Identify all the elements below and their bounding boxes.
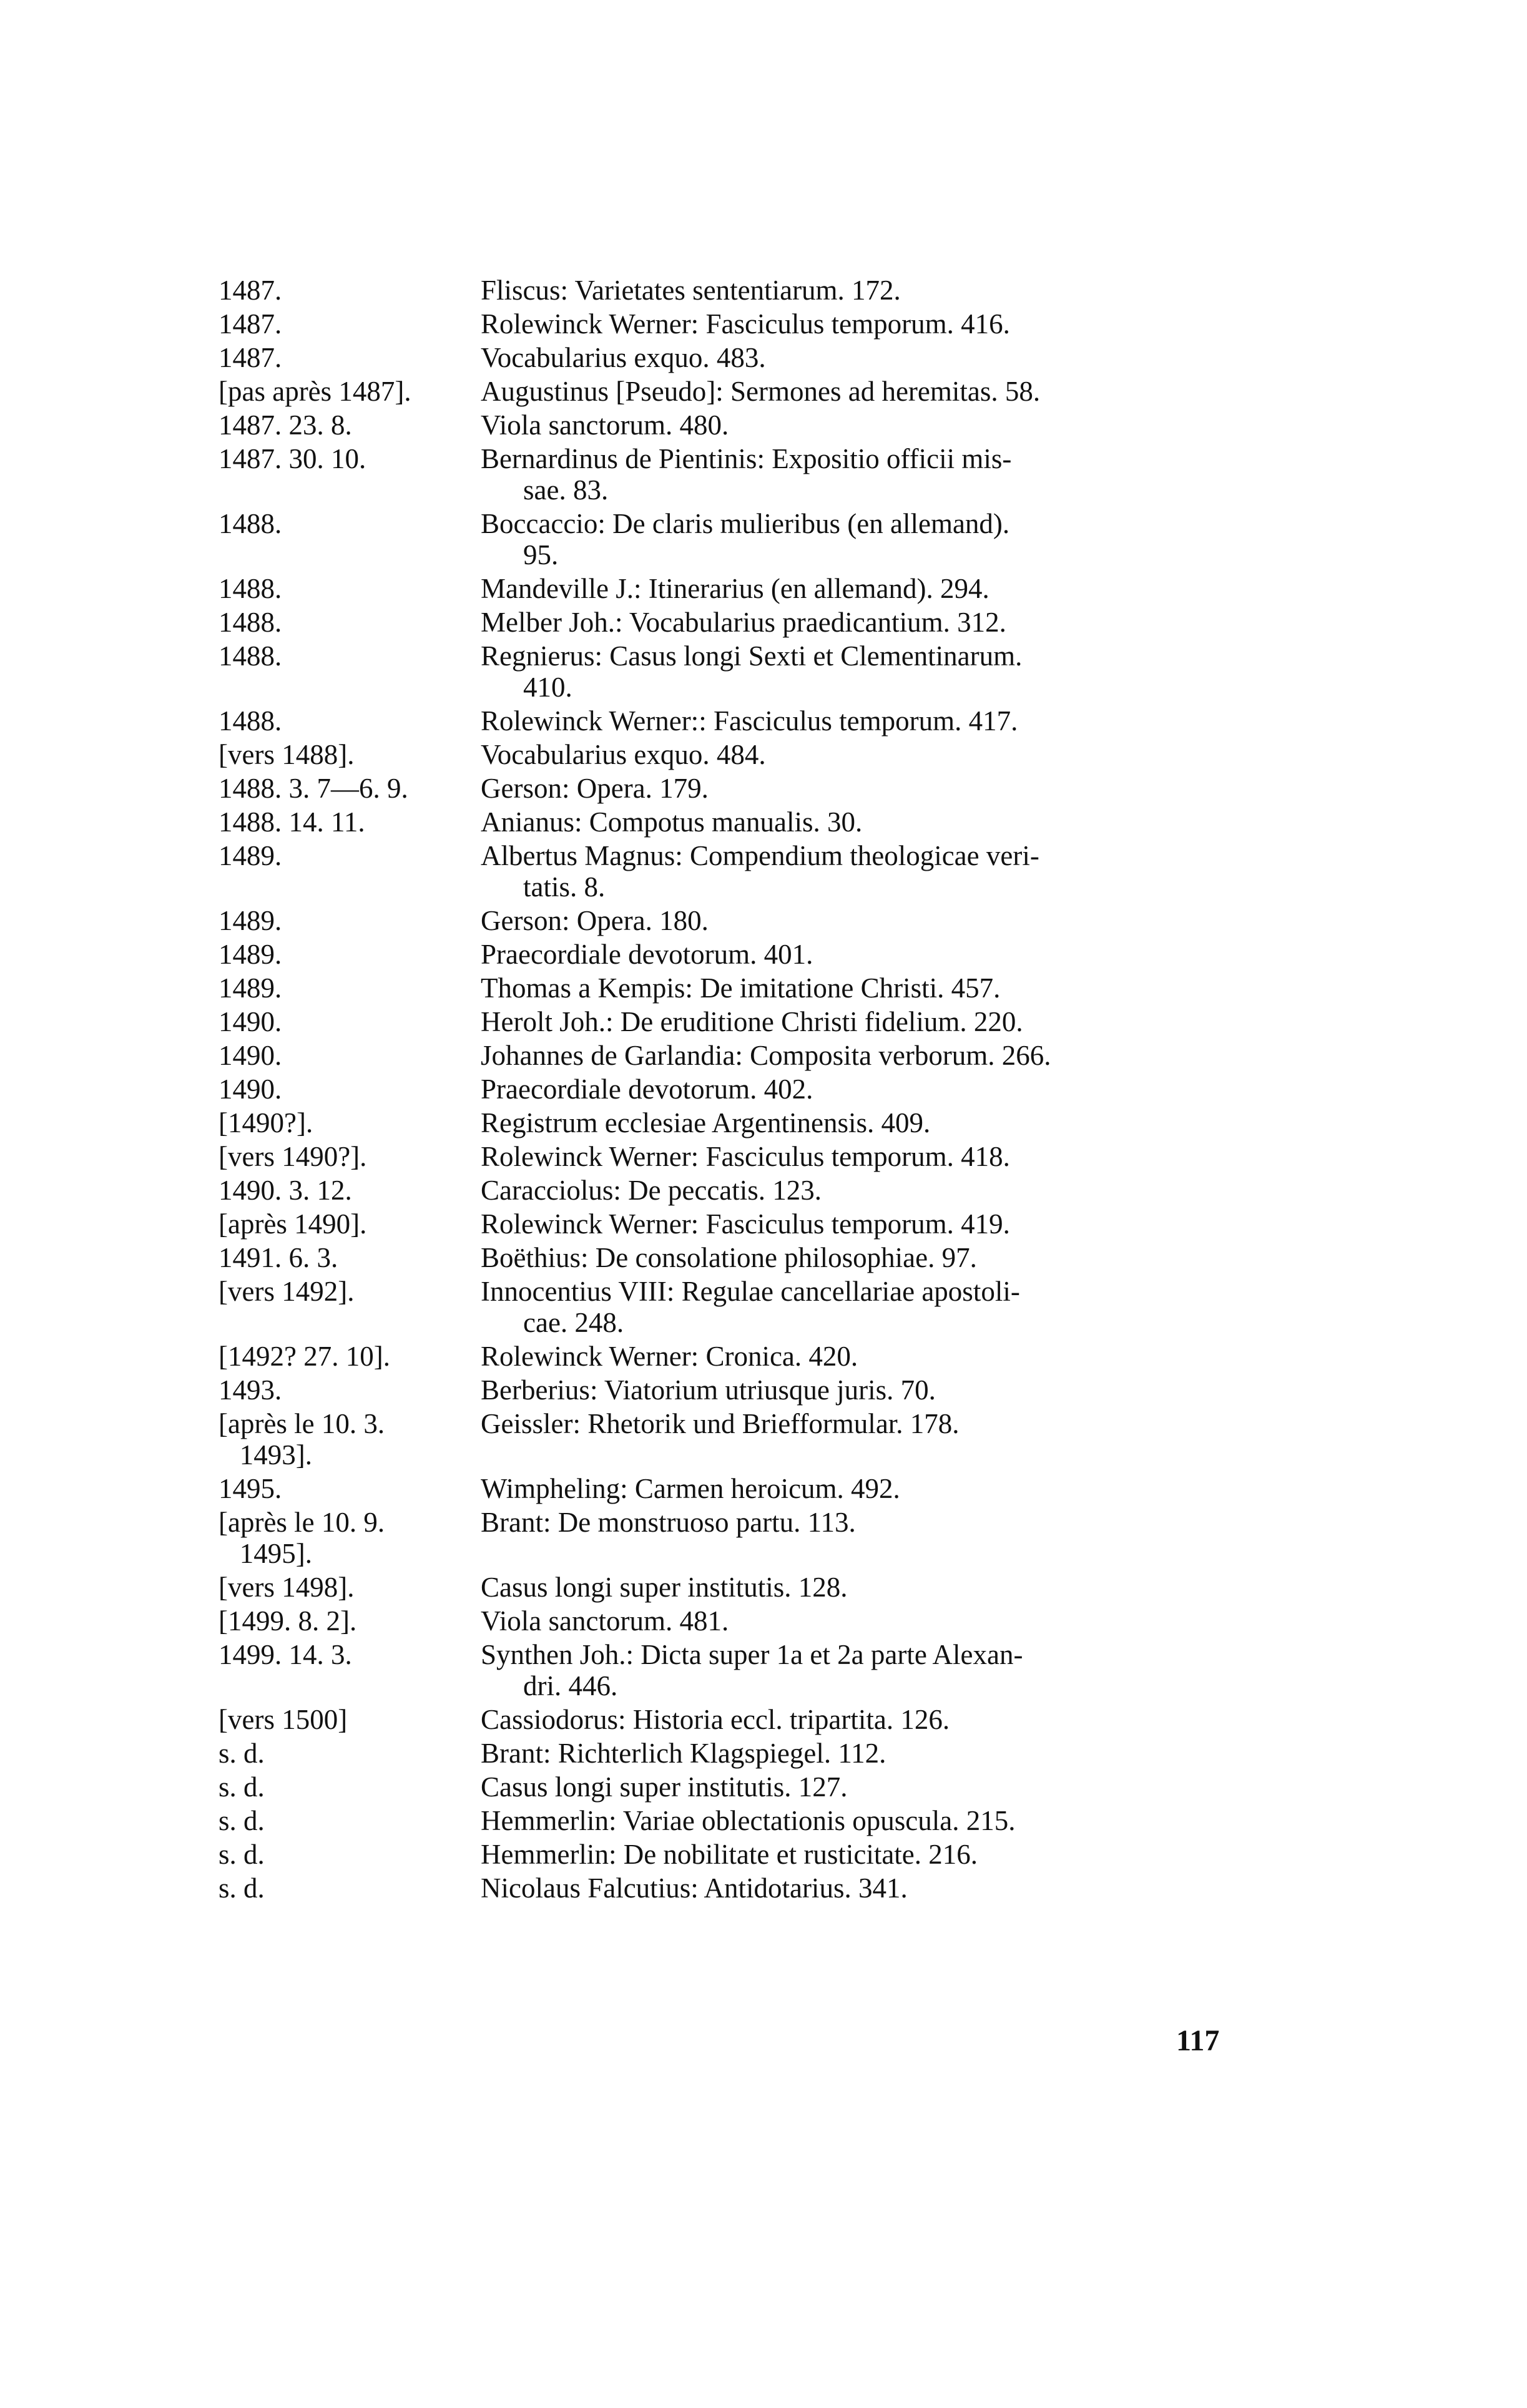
index-entry (218, 1141, 1255, 1172)
entry-title-text: Boccaccio: De claris mulieribus (en allemand). (481, 508, 1010, 539)
entry-title-continuation: 95. (523, 539, 559, 570)
index-entry (218, 1507, 1255, 1569)
entry-date: 1490. (218, 1006, 282, 1037)
index-entry (218, 773, 1255, 804)
index-entry (218, 905, 1255, 936)
entry-title (481, 443, 1255, 506)
entry-title-text: Fliscus: Varietates sententiarum. 172. (481, 275, 901, 306)
entry-date: 1488. 14. 11. (218, 806, 365, 838)
entry-title-text: Wimpheling: Carmen heroicum. 492. (481, 1473, 900, 1504)
entry-date: 1491. 6. 3. (218, 1242, 338, 1273)
entry-title-text: Rolewinck Werner: Fasciculus temporum. 419. (481, 1208, 1010, 1240)
index-entry (218, 1408, 1255, 1471)
index-entry (218, 342, 1255, 373)
index-entry (218, 1572, 1255, 1603)
entry-title (481, 1605, 1255, 1637)
index-entry (218, 705, 1255, 737)
entry-title (481, 1208, 1255, 1240)
entry-title (481, 1408, 1255, 1439)
entry-title (481, 1107, 1255, 1138)
page-number: 117 (1176, 2024, 1220, 2057)
entry-title (481, 607, 1255, 638)
entry-title-text: Gerson: Opera. 179. (481, 773, 709, 804)
entry-date: [après 1490]. (218, 1208, 367, 1240)
entry-title (481, 806, 1255, 838)
entry-date: 1487. (218, 275, 282, 306)
entry-title (481, 1141, 1255, 1172)
entry-title-text: Registrum ecclesiae Argentinensis. 409. (481, 1107, 931, 1138)
entry-title-text: Praecordiale devotorum. 401. (481, 939, 813, 970)
index-entry (218, 1374, 1255, 1406)
entry-title-text: Caracciolus: De peccatis. 123. (481, 1175, 822, 1206)
entry-title-text: Anianus: Compotus manualis. 30. (481, 806, 863, 838)
entry-title (481, 739, 1255, 770)
entry-date: 1488. 3. 7—6. 9. (218, 773, 408, 804)
entry-date: 1489. (218, 972, 282, 1004)
entry-date: 1499. 14. 3. (218, 1639, 352, 1670)
index-entry (218, 443, 1255, 506)
index-entry (218, 1805, 1255, 1836)
entry-title (481, 376, 1255, 407)
entry-date: 1487. 30. 10. (218, 443, 366, 474)
entry-title (481, 1473, 1255, 1504)
entry-date: [vers 1488]. (218, 739, 355, 770)
entry-title-text: Rolewinck Werner: Fasciculus temporum. 418. (481, 1141, 1010, 1172)
entry-title (481, 573, 1255, 604)
entry-date: [après le 10. 3. 1493]. (218, 1408, 385, 1471)
entry-title (481, 275, 1255, 306)
index-entry (218, 409, 1255, 441)
index-entry (218, 607, 1255, 638)
entry-title-text: Gerson: Opera. 180. (481, 905, 709, 936)
entry-title-text: Synthen Joh.: Dicta super 1a et 2a parte Alexan- (481, 1639, 1023, 1670)
entry-date: 1495. (218, 1473, 282, 1504)
entry-date: 1488. (218, 705, 282, 737)
index-entry (218, 1175, 1255, 1206)
entry-title (481, 1006, 1255, 1037)
entry-title (481, 705, 1255, 737)
entry-title-continuation: dri. 446. (523, 1670, 618, 1701)
entry-title-text: Melber Joh.: Vocabularius praedicantium. 312. (481, 607, 1006, 638)
entry-date: 1487. 23. 8. (218, 409, 352, 441)
entry-title (481, 939, 1255, 970)
entry-title (481, 1572, 1255, 1603)
entry-title (481, 840, 1255, 903)
index-entry (218, 308, 1255, 340)
entry-title-text: Brant: Richterlich Klagspiegel. 112. (481, 1738, 886, 1769)
index-entry (218, 1473, 1255, 1504)
entry-title-continuation: sae. 83. (523, 474, 609, 506)
entry-date: [pas après 1487]. (218, 376, 411, 407)
entry-title-text: Thomas a Kempis: De imitatione Christi. 457. (481, 972, 1001, 1004)
entry-date: [vers 1490?]. (218, 1141, 367, 1172)
entry-date: [vers 1500] (218, 1704, 348, 1735)
index-entry (218, 573, 1255, 604)
entry-date: 1490. (218, 1074, 282, 1105)
index-entry (218, 1208, 1255, 1240)
index-entry (218, 1872, 1255, 1904)
entry-date: [après le 10. 9. 1495]. (218, 1507, 385, 1569)
index-entry (218, 972, 1255, 1004)
entry-title-text: Boëthius: De consolatione philosophiae. 97. (481, 1242, 977, 1273)
entry-title (481, 1738, 1255, 1769)
entry-title (481, 342, 1255, 373)
index-entry (218, 1074, 1255, 1105)
entry-title-text: Casus longi super institutis. 128. (481, 1572, 848, 1603)
entry-title-text: Viola sanctorum. 481. (481, 1605, 729, 1637)
entry-date: 1488. (218, 607, 282, 638)
entry-title-continuation: 410. (523, 672, 572, 703)
entry-title-text: Casus longi super institutis. 127. (481, 1771, 848, 1803)
entry-date: s. d. (218, 1771, 265, 1803)
entry-date: 1488. (218, 573, 282, 604)
entry-title-text: Rolewinck Werner:: Fasciculus temporum. 417. (481, 705, 1018, 737)
index-entry (218, 1341, 1255, 1372)
entry-title (481, 1771, 1255, 1803)
entry-date: 1488. (218, 508, 282, 539)
entry-title-text: Johannes de Garlandia: Composita verborum. 266. (481, 1040, 1051, 1071)
entry-title-text: Vocabularius exquo. 483. (481, 342, 766, 373)
entry-title-text: Regnierus: Casus longi Sexti et Clementinarum. (481, 640, 1023, 672)
entry-title (481, 905, 1255, 936)
entry-date: s. d. (218, 1738, 265, 1769)
entry-title (481, 1704, 1255, 1735)
entry-title (481, 1639, 1255, 1701)
entry-title-text: Bernardinus de Pientinis: Expositio officii mis- (481, 443, 1012, 474)
entry-title-text: Augustinus [Pseudo]: Sermones ad heremitas. 58. (481, 376, 1041, 407)
entry-date: [1490?]. (218, 1107, 313, 1138)
entry-title-text: Herolt Joh.: De eruditione Christi fidelium. 220. (481, 1006, 1023, 1037)
entry-title (481, 1175, 1255, 1206)
entry-title-text: Innocentius VIII: Regulae cancellariae apostoli- (481, 1276, 1020, 1307)
entry-date: s. d. (218, 1872, 265, 1904)
entry-title-text: Praecordiale devotorum. 402. (481, 1074, 813, 1105)
entry-title-text: Viola sanctorum. 480. (481, 409, 729, 441)
entry-date: s. d. (218, 1839, 265, 1870)
entry-date: [1492? 27. 10]. (218, 1341, 390, 1372)
entry-date: 1489. (218, 840, 282, 871)
index-entry (218, 275, 1255, 306)
entry-date: 1488. (218, 640, 282, 672)
entry-title (481, 972, 1255, 1004)
index-entry (218, 806, 1255, 838)
entry-title (481, 1374, 1255, 1406)
entry-title-text: Berberius: Viatorium utriusque juris. 70. (481, 1374, 936, 1406)
entry-title (481, 773, 1255, 804)
index-entry (218, 376, 1255, 407)
index-entry (218, 508, 1255, 570)
index-entry (218, 1771, 1255, 1803)
entry-title-text: Nicolaus Falcutius: Antidotarius. 341. (481, 1872, 908, 1904)
chronological-index-list (218, 275, 1255, 1906)
index-entry (218, 1242, 1255, 1273)
entry-date: s. d. (218, 1805, 265, 1836)
entry-title-text: Brant: De monstruoso partu. 113. (481, 1507, 856, 1538)
entry-date: 1493. (218, 1374, 282, 1406)
entry-date: 1490. (218, 1040, 282, 1071)
index-entry (218, 739, 1255, 770)
index-entry (218, 1639, 1255, 1701)
entry-title (481, 508, 1255, 570)
entry-date: 1487. (218, 308, 282, 340)
entry-title-text: Geissler: Rhetorik und Briefformular. 178. (481, 1408, 960, 1439)
index-entry (218, 1006, 1255, 1037)
entry-title (481, 409, 1255, 441)
entry-date: 1490. 3. 12. (218, 1175, 352, 1206)
entry-title-continuation: tatis. 8. (523, 871, 606, 903)
index-entry (218, 640, 1255, 703)
entry-title-text: Mandeville J.: Itinerarius (en allemand). 294. (481, 573, 989, 604)
entry-title (481, 1276, 1255, 1338)
index-entry (218, 1107, 1255, 1138)
entry-title (481, 1507, 1255, 1538)
index-entry (218, 1738, 1255, 1769)
entry-date: 1489. (218, 905, 282, 936)
entry-title (481, 1242, 1255, 1273)
entry-title (481, 1074, 1255, 1105)
entry-title (481, 640, 1255, 703)
entry-title (481, 1805, 1255, 1836)
entry-title-text: Rolewinck Werner: Cronica. 420. (481, 1341, 858, 1372)
entry-title (481, 308, 1255, 340)
index-entry (218, 1704, 1255, 1735)
index-entry (218, 1839, 1255, 1870)
entry-date: 1487. (218, 342, 282, 373)
entry-date: 1489. (218, 939, 282, 970)
entry-date: [vers 1498]. (218, 1572, 355, 1603)
index-entry (218, 1040, 1255, 1071)
entry-title-text: Albertus Magnus: Compendium theologicae veri- (481, 840, 1039, 871)
entry-title-text: Vocabularius exquo. 484. (481, 739, 766, 770)
entry-title-text: Hemmerlin: Variae oblectationis opuscula. 215. (481, 1805, 1016, 1836)
entry-title-text: Cassiodorus: Historia eccl. tripartita. 126. (481, 1704, 950, 1735)
entry-title (481, 1040, 1255, 1071)
index-entry (218, 840, 1255, 903)
entry-date: [vers 1492]. (218, 1276, 355, 1307)
entry-title-continuation: cae. 248. (523, 1307, 624, 1338)
index-entry (218, 939, 1255, 970)
entry-title-text: Rolewinck Werner: Fasciculus temporum. 416. (481, 308, 1010, 340)
entry-title (481, 1839, 1255, 1870)
entry-date: [1499. 8. 2]. (218, 1605, 357, 1637)
entry-title (481, 1872, 1255, 1904)
entry-title-text: Hemmerlin: De nobilitate et rusticitate. 216. (481, 1839, 978, 1870)
index-entry (218, 1605, 1255, 1637)
index-entry (218, 1276, 1255, 1338)
entry-title (481, 1341, 1255, 1372)
